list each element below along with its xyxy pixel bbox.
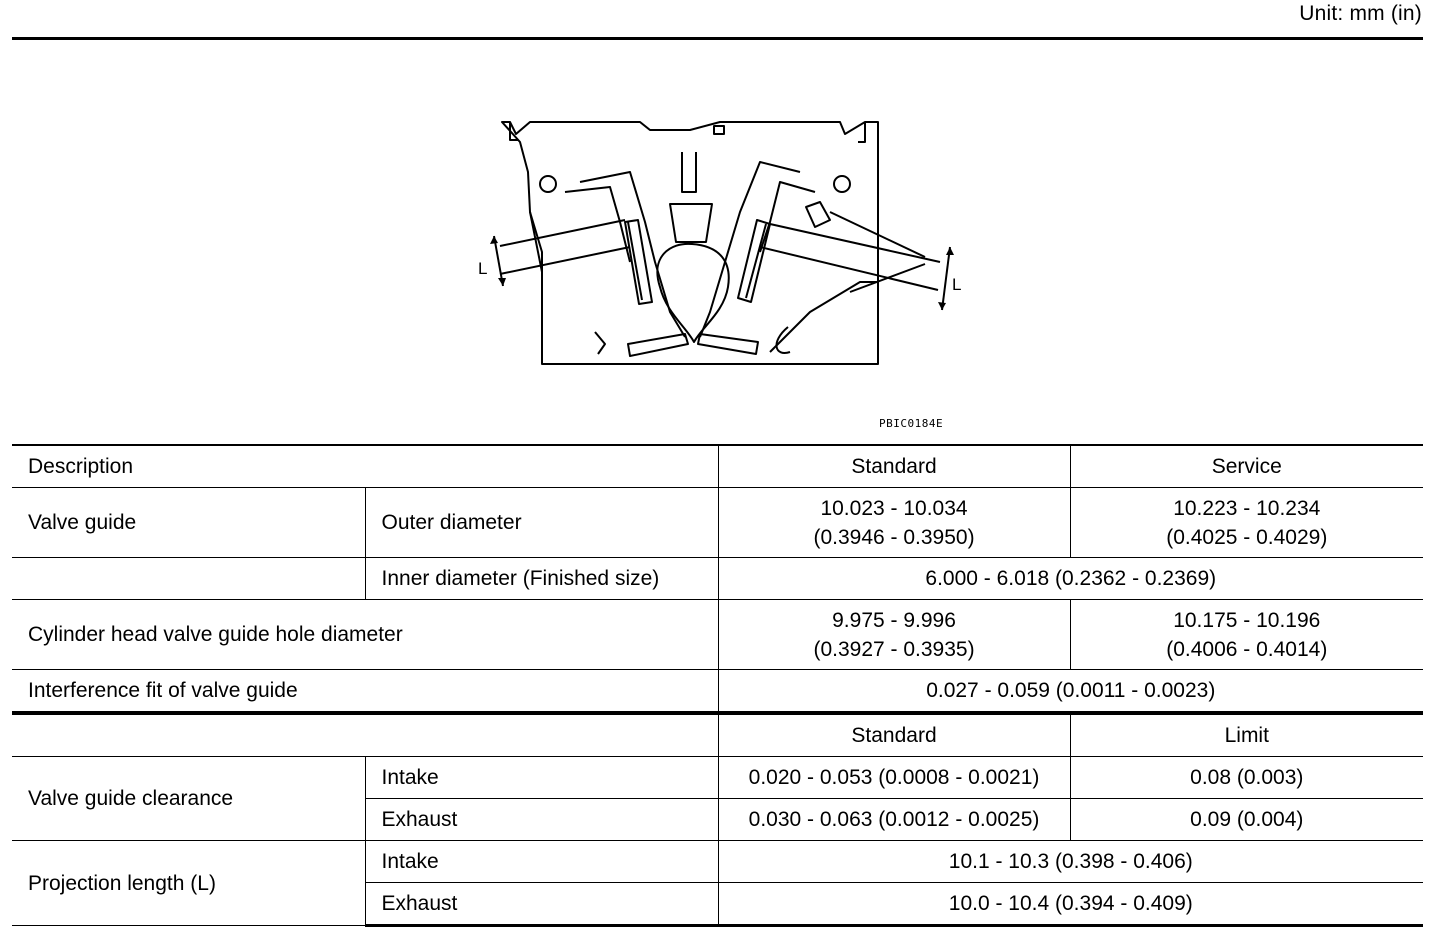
top-rule: [12, 37, 1423, 40]
inner-diameter-value: 6.000 - 6.018 (0.2362 - 0.2369): [718, 558, 1423, 600]
interference-label: Interference fit of valve guide: [12, 670, 718, 714]
table-row: [12, 488, 1423, 558]
subheader-limit: Limit: [1070, 713, 1423, 757]
unit-label: Unit: mm (in): [1299, 2, 1422, 25]
projection-exhaust-value: 10.0 - 10.4 (0.394 - 0.409): [718, 883, 1423, 926]
empty-cell: [12, 713, 718, 757]
figure-code: PBIC0184E: [879, 417, 944, 430]
table-row: [12, 841, 1423, 883]
header-service: Service: [1070, 445, 1423, 488]
header-description: Description: [12, 445, 718, 488]
inner-diameter-label: Inner diameter (Finished size): [365, 558, 718, 600]
table-row: [12, 757, 1423, 799]
clearance-intake-limit: 0.08 (0.003): [1070, 757, 1423, 799]
projection-label: Projection length (L): [12, 841, 365, 926]
valve-guide-label: Valve guide: [12, 488, 365, 558]
header-standard: Standard: [718, 445, 1070, 488]
outer-diameter-standard: 10.023 - 10.034 (0.3946 - 0.3950): [718, 488, 1070, 558]
projection-intake-label: Intake: [365, 841, 718, 883]
empty-cell: [12, 558, 365, 600]
table-row: [12, 600, 1423, 670]
table-row: [12, 670, 1423, 714]
spec-table: [12, 444, 1423, 927]
table-row: [12, 558, 1423, 600]
clearance-intake-label: Intake: [365, 757, 718, 799]
projection-intake-value: 10.1 - 10.3 (0.398 - 0.406): [718, 841, 1423, 883]
projection-exhaust-label: Exhaust: [365, 883, 718, 926]
interference-value: 0.027 - 0.059 (0.0011 - 0.0023): [718, 670, 1423, 714]
clearance-intake-standard: 0.020 - 0.053 (0.0008 - 0.0021): [718, 757, 1070, 799]
clearance-label: Valve guide clearance: [12, 757, 365, 841]
hole-diameter-service: 10.175 - 10.196 (0.4006 - 0.4014): [1070, 600, 1423, 670]
cylinder-head-diagram: [470, 112, 970, 374]
outer-diameter-label: Outer diameter: [365, 488, 718, 558]
clearance-exhaust-label: Exhaust: [365, 799, 718, 841]
dimension-label-left: L: [478, 259, 488, 278]
clearance-exhaust-limit: 0.09 (0.004): [1070, 799, 1423, 841]
table-subheader-row: [12, 713, 1423, 757]
hole-diameter-label: Cylinder head valve guide hole diameter: [12, 600, 718, 670]
clearance-exhaust-standard: 0.030 - 0.063 (0.0012 - 0.0025): [718, 799, 1070, 841]
subheader-standard: Standard: [718, 713, 1070, 757]
outer-diameter-service: 10.223 - 10.234 (0.4025 - 0.4029): [1070, 488, 1423, 558]
dimension-label-right: L: [952, 275, 962, 294]
hole-diameter-standard: 9.975 - 9.996 (0.3927 - 0.3935): [718, 600, 1070, 670]
table-header-row: [12, 445, 1423, 488]
